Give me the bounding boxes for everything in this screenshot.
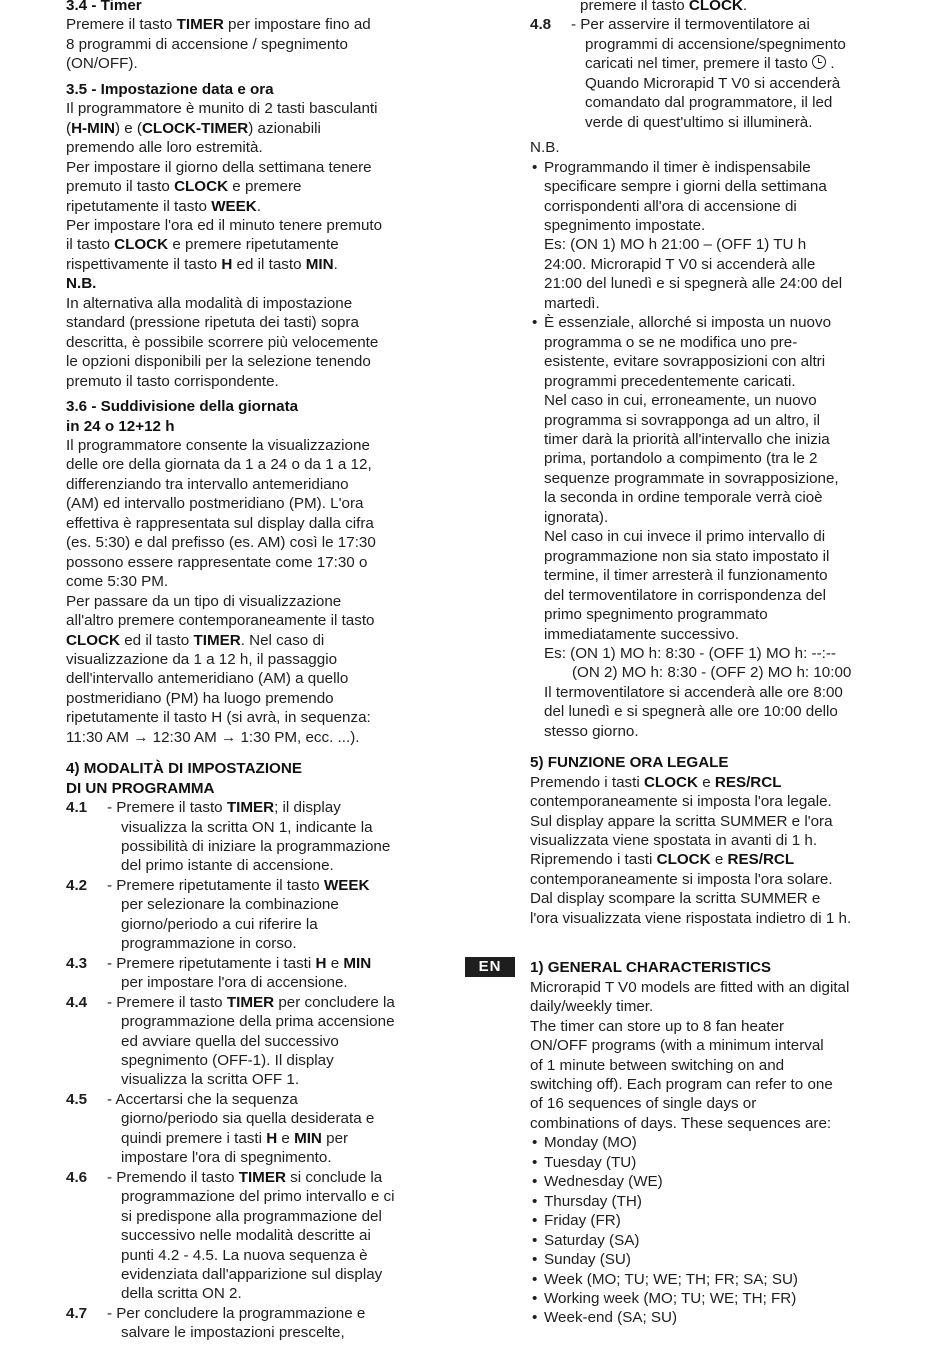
bullet: •: [532, 314, 538, 332]
text-line: visualizzata viene spostata in avanti di 1 h.: [530, 832, 818, 850]
text-line: Programmando il timer è indispensabile: [544, 158, 811, 176]
text-line: Il programmatore consente la visualizzazione: [66, 436, 370, 454]
text-line: - Premere il tasto TIMER per concludere la: [107, 993, 395, 1011]
text-line: È essenziale, allorché si imposta un nuovo: [544, 314, 832, 332]
heading-3-4: 3.4 - Timer: [66, 0, 142, 14]
text-line: - Per asservire il termoventilatore ai: [571, 16, 810, 34]
bullet: •: [532, 158, 538, 176]
step-4-4: [66, 993, 438, 1090]
text-line: - Accertarsi che la sequenza: [107, 1090, 298, 1108]
sequence-item: [530, 1308, 930, 1327]
text-line: descritta, è possibile scorrere più velocemente: [66, 333, 379, 351]
sequence-label: Saturday (SA): [544, 1231, 640, 1249]
text-line: 21:00 del lunedì e si spegnerà alle 24:00 del: [544, 275, 843, 293]
text-line: The timer can store up to 8 fan heater: [530, 1017, 785, 1035]
text-line: ON/OFF programs (with a minimum interval: [530, 1037, 824, 1055]
text-line: programmazione non sia stato impostato il: [544, 547, 830, 565]
sequence-label: Monday (MO): [544, 1134, 637, 1152]
sequence-item: [530, 1250, 930, 1269]
text-line: Per passare da un tipo di visualizzazione: [66, 592, 342, 610]
text-line: del lunedì e si spegnerà alle ore 10:00 dello: [544, 703, 838, 721]
text-line: visualizza la scritta ON 1, indicante la: [121, 818, 373, 836]
sequence-item: [530, 1231, 930, 1250]
sequence-label: Week (MO; TU; WE; TH; FR; SA; SU): [544, 1270, 798, 1288]
text-line: Ripremendo i tasti CLOCK e RES/RCL: [530, 851, 795, 869]
sequence-label: Tuesday (TU): [544, 1153, 637, 1171]
text-line: switching off). Each program can refer to one: [530, 1076, 833, 1094]
text-line: (es. 5:30) e dal prefisso (es. AM) così le 17:30: [66, 534, 376, 552]
text-line: (AM) ed intervallo postmeridiano (PM). L'ora: [66, 495, 364, 513]
text-line: prima, portandolo a compimento (tra le 2: [544, 450, 818, 468]
sequence-item: [530, 1133, 930, 1152]
sequence-label: Thursday (TH): [544, 1192, 642, 1210]
section-3-5: [66, 80, 438, 391]
text-line: contemporaneamente si imposta l'ora legale.: [530, 793, 832, 811]
text-line: combinations of days. These sequences are:: [530, 1114, 832, 1132]
text-line: programmazione del primo intervallo e ci: [121, 1188, 395, 1206]
text-line: premendo alle loro estremità.: [66, 139, 263, 157]
step-number: 4.6: [66, 1168, 88, 1186]
text-line: l'ora visualizzata viene rispostata indietro di 1 h.: [530, 909, 852, 927]
section-3-6: [66, 397, 438, 747]
text-line: programma si sovrapponga ad un altro, il: [544, 411, 821, 429]
text-line: - Premere ripetutamente i tasti H e MIN: [107, 954, 372, 972]
text-line: 24:00. Microrapid T V0 si accenderà alle: [544, 255, 816, 273]
text-line: Premendo i tasti CLOCK e RES/RCL: [530, 773, 782, 791]
text-line: possibilità di iniziare la programmazione: [121, 838, 391, 856]
text-line: primo spegnimento programmato: [544, 606, 768, 624]
text-line: come 5:30 PM.: [66, 573, 169, 591]
text-line: 8 programmi di accensione / spegnimento: [66, 35, 348, 53]
step-4-5: [66, 1090, 438, 1168]
text-line: of 16 sequences of single days or: [530, 1095, 757, 1113]
sequence-label: Friday (FR): [544, 1212, 621, 1230]
heading-5: 5) FUNZIONE ORA LEGALE: [530, 754, 729, 772]
text-line: Quando Microrapid T V0 si accenderà: [585, 74, 841, 92]
text-line: della scritta ON 2.: [121, 1285, 242, 1303]
text-line: differenziando tra intervallo antemeridiano: [66, 475, 349, 493]
bullet: •: [532, 1212, 538, 1230]
heading-general-characteristics: 1) GENERAL CHARACTERISTICS: [530, 959, 772, 977]
text-line: Microrapid T V0 models are fitted with an digital: [530, 978, 850, 996]
nb-section: [530, 138, 930, 741]
text-line: per impostare l'ora di accensione.: [121, 974, 348, 992]
step-4-7-continued: premere il tasto CLOCK.: [580, 0, 748, 14]
text-line: Dal display scompare la scritta SUMMER e: [530, 890, 821, 908]
step-number: 4.2: [66, 876, 88, 894]
clock-icon: [812, 55, 826, 69]
text-line: dell'intervallo antemeridiano (AM) a quello: [66, 670, 349, 688]
text-line: (ON 2) MO h: 8:30 - (OFF 2) MO h: 10:00: [572, 664, 852, 682]
step-4-3: [66, 954, 438, 993]
text-line: effettiva è rappresentata sul display dalla cifra: [66, 514, 374, 532]
bullet: •: [532, 1309, 538, 1327]
step-4-1: [66, 798, 438, 876]
section-4: [66, 759, 438, 1343]
text-line: - Premere ripetutamente il tasto WEEK: [107, 876, 370, 894]
text-line: immediatamente successivo.: [544, 625, 739, 643]
text-line: Es: (ON 1) MO h: 8:30 - (OFF 1) MO h: --:--: [544, 644, 836, 662]
right-column: [530, 0, 930, 1328]
sequence-label: Week-end (SA; SU): [544, 1309, 678, 1327]
step-4-7: [66, 1304, 438, 1343]
text-line: CLOCK ed il tasto TIMER. Nel caso di: [66, 631, 325, 649]
text-line: stesso giorno.: [544, 722, 639, 740]
text-line: postmeridiano (PM) ha luogo premendo: [66, 689, 334, 707]
text-line: caricati nel timer, premere il tasto .: [585, 55, 835, 73]
text-line: Nel caso in cui invece il primo intervallo di: [544, 528, 826, 546]
text-line: specificare sempre i giorni della settimana: [544, 178, 827, 196]
text-line: esistente, evitare sovrapposizioni con altri: [544, 353, 826, 371]
text-line: giorno/periodo sia quella desiderata e: [121, 1110, 375, 1128]
text-line: ripetutamente il tasto WEEK.: [66, 197, 261, 215]
section-5: [530, 753, 930, 928]
step-number: 4.7: [66, 1304, 88, 1322]
heading-3-5: 3.5 - Impostazione data e ora: [66, 80, 274, 98]
step-4-8: [530, 15, 930, 132]
text-line: evidenziata dall'apparizione sul display: [121, 1266, 383, 1283]
text-line: punti 4.2 - 4.5. La nuova sequenza è: [121, 1246, 368, 1264]
text-line: standard (pressione ripetuta dei tasti) sopra: [66, 314, 359, 332]
text-line: verde di quest'ultimo si illuminerà.: [585, 113, 813, 131]
text-line: successivo nelle modalità descritte ai: [121, 1227, 371, 1245]
text-line: programmi precedentemente caricati.: [544, 372, 796, 390]
step-number: 4.5: [66, 1090, 88, 1108]
bullet: •: [532, 1270, 538, 1288]
text-line: martedì.: [544, 294, 600, 312]
text-line: giorno/periodo a cui riferire la: [121, 915, 318, 933]
sequence-item: [530, 1153, 930, 1172]
text-line: per selezionare la combinazione: [121, 896, 339, 914]
text-line: (ON/OFF).: [66, 55, 138, 73]
sequence-label: Sunday (SU): [544, 1251, 631, 1269]
nb-bullet-1: [530, 158, 930, 314]
sequence-label: Wednesday (WE): [544, 1173, 663, 1191]
text-line: timer darà la priorità all'intervallo che inizia: [544, 430, 830, 448]
text-line: salvare le impostazioni prescelte,: [121, 1324, 345, 1342]
step-4-6: [66, 1168, 438, 1304]
text-line: quindi premere i tasti H e MIN per: [121, 1129, 349, 1147]
text-line: sequenze programmate in sovrapposizione,: [544, 469, 839, 487]
text-line: Premere il tasto TIMER per impostare fino ad: [66, 16, 371, 34]
text-line: (H-MIN) e (CLOCK-TIMER) azionabili: [66, 119, 321, 137]
text-line: Per impostare il giorno della settimana tenere: [66, 158, 372, 176]
text-line: delle ore della giornata da 1 a 24 o da 1 a 12,: [66, 456, 372, 474]
language-badge-en: EN: [465, 957, 515, 977]
sequence-item: [530, 1211, 930, 1230]
sequence-item: [530, 1172, 930, 1191]
text-line: comandato dal programmatore, il led: [585, 94, 833, 112]
step-4-2: [66, 876, 438, 954]
section-3-4: [66, 0, 438, 74]
bullet: •: [532, 1192, 538, 1210]
step-number: 4.1: [66, 799, 88, 817]
bullet: •: [532, 1173, 538, 1191]
text-line: la seconda in ordine temporale verrà cioè: [544, 489, 823, 507]
text-line: visualizza la scritta OFF 1.: [121, 1071, 300, 1089]
text-line: ripetutamente il tasto H (si avrà, in sequenza:: [66, 709, 371, 727]
text-line: le opzioni disponibili per la selezione tenendo: [66, 353, 371, 371]
text-line: del primo istante di accensione.: [121, 857, 334, 875]
text-line: contemporaneamente si imposta l'ora solare.: [530, 870, 833, 888]
text-line: of 1 minute between switching on and: [530, 1056, 785, 1074]
text-line: il tasto CLOCK e premere ripetutamente: [66, 236, 339, 254]
sequence-item: [530, 1289, 930, 1308]
text-line: premuto il tasto CLOCK e premere: [66, 178, 302, 196]
heading-3-6-cont: in 24 o 12+12 h: [66, 417, 175, 435]
sequence-label: Working week (MO; TU; WE; TH; FR): [544, 1290, 797, 1307]
nb-title: N.B.: [530, 139, 560, 157]
step-number: 4.3: [66, 954, 88, 972]
bullet: •: [532, 1251, 538, 1269]
bullet: •: [532, 1134, 538, 1152]
text-line: spegnimento (OFF-1). Il display: [121, 1052, 334, 1070]
step-number: 4.8: [530, 16, 552, 34]
text-line: all'altro premere contemporaneamente il tasto: [66, 612, 375, 630]
text-line: rispettivamente il tasto H ed il tasto MIN.: [66, 255, 338, 273]
text-line: visualizzazione da 1 a 12 h, il passaggio: [66, 650, 338, 668]
text-line: programmi di accensione/spegnimento: [585, 35, 846, 53]
text-line: programmazione in corso.: [121, 935, 297, 953]
text-line: si predispone alla programmazione del: [121, 1207, 382, 1225]
text-line: ignorata).: [544, 508, 609, 526]
text-line: Per impostare l'ora ed il minuto tenere premuto: [66, 216, 383, 234]
text-line: In alternativa alla modalità di impostazione: [66, 294, 353, 312]
sequence-list: [530, 1133, 930, 1328]
text-line: programmazione della prima accensione: [121, 1013, 395, 1031]
nb-bullet-2: [530, 313, 930, 741]
text-line: programma o se ne modifica uno pre-: [544, 333, 798, 351]
text-line: possono essere rappresentate come 17:30 o: [66, 553, 368, 571]
text-line: - Premere il tasto TIMER; il display: [107, 799, 341, 817]
text-line: Nel caso in cui, erroneamente, un nuovo: [544, 392, 817, 410]
text-line: daily/weekly timer.: [530, 998, 654, 1016]
text-line: impostare l'ora di spegnimento.: [121, 1149, 332, 1167]
sequence-item: [530, 1192, 930, 1211]
text-line: spegnimento impostate.: [544, 216, 706, 234]
text-line: ed avviare quella del successivo: [121, 1032, 339, 1050]
text-line: - Premendo il tasto TIMER si conclude la: [107, 1168, 383, 1186]
step-number: 4.4: [66, 993, 88, 1011]
text-line: Sul display appare la scritta SUMMER e l'ora: [530, 812, 833, 830]
heading-4: 4) MODALITÀ DI IMPOSTAZIONE: [66, 760, 302, 778]
nb-label: N.B.: [66, 275, 97, 293]
text-line: Il termoventilatore si accenderà alle ore 8:00: [544, 683, 843, 701]
left-column: [66, 0, 438, 1343]
heading-3-6: 3.6 - Suddivisione della giornata: [66, 398, 299, 416]
text-line: del termoventilatore in corrispondenza del: [544, 586, 826, 604]
text-line: Il programmatore è munito di 2 tasti basculanti: [66, 100, 378, 118]
bullet: •: [532, 1231, 538, 1249]
text-line: - Per concludere la programmazione e: [107, 1304, 366, 1322]
heading-4-cont: DI UN PROGRAMMA: [66, 779, 215, 797]
text-line: Es: (ON 1) MO h 21:00 – (OFF 1) TU h: [544, 236, 807, 254]
sequence-item: [530, 1270, 930, 1289]
text-line: 11:30 AM → 12:30 AM → 1:30 PM, ecc. ...).: [66, 728, 360, 746]
section-en-1: [530, 958, 930, 1328]
text-line: premuto il tasto corrispondente.: [66, 372, 279, 390]
bullet: •: [532, 1153, 538, 1171]
text-line: corrispondenti all'ora di accensione di: [544, 197, 797, 215]
text-line: termine, il timer arresterà il funzionamento: [544, 567, 828, 585]
bullet: •: [532, 1290, 538, 1307]
